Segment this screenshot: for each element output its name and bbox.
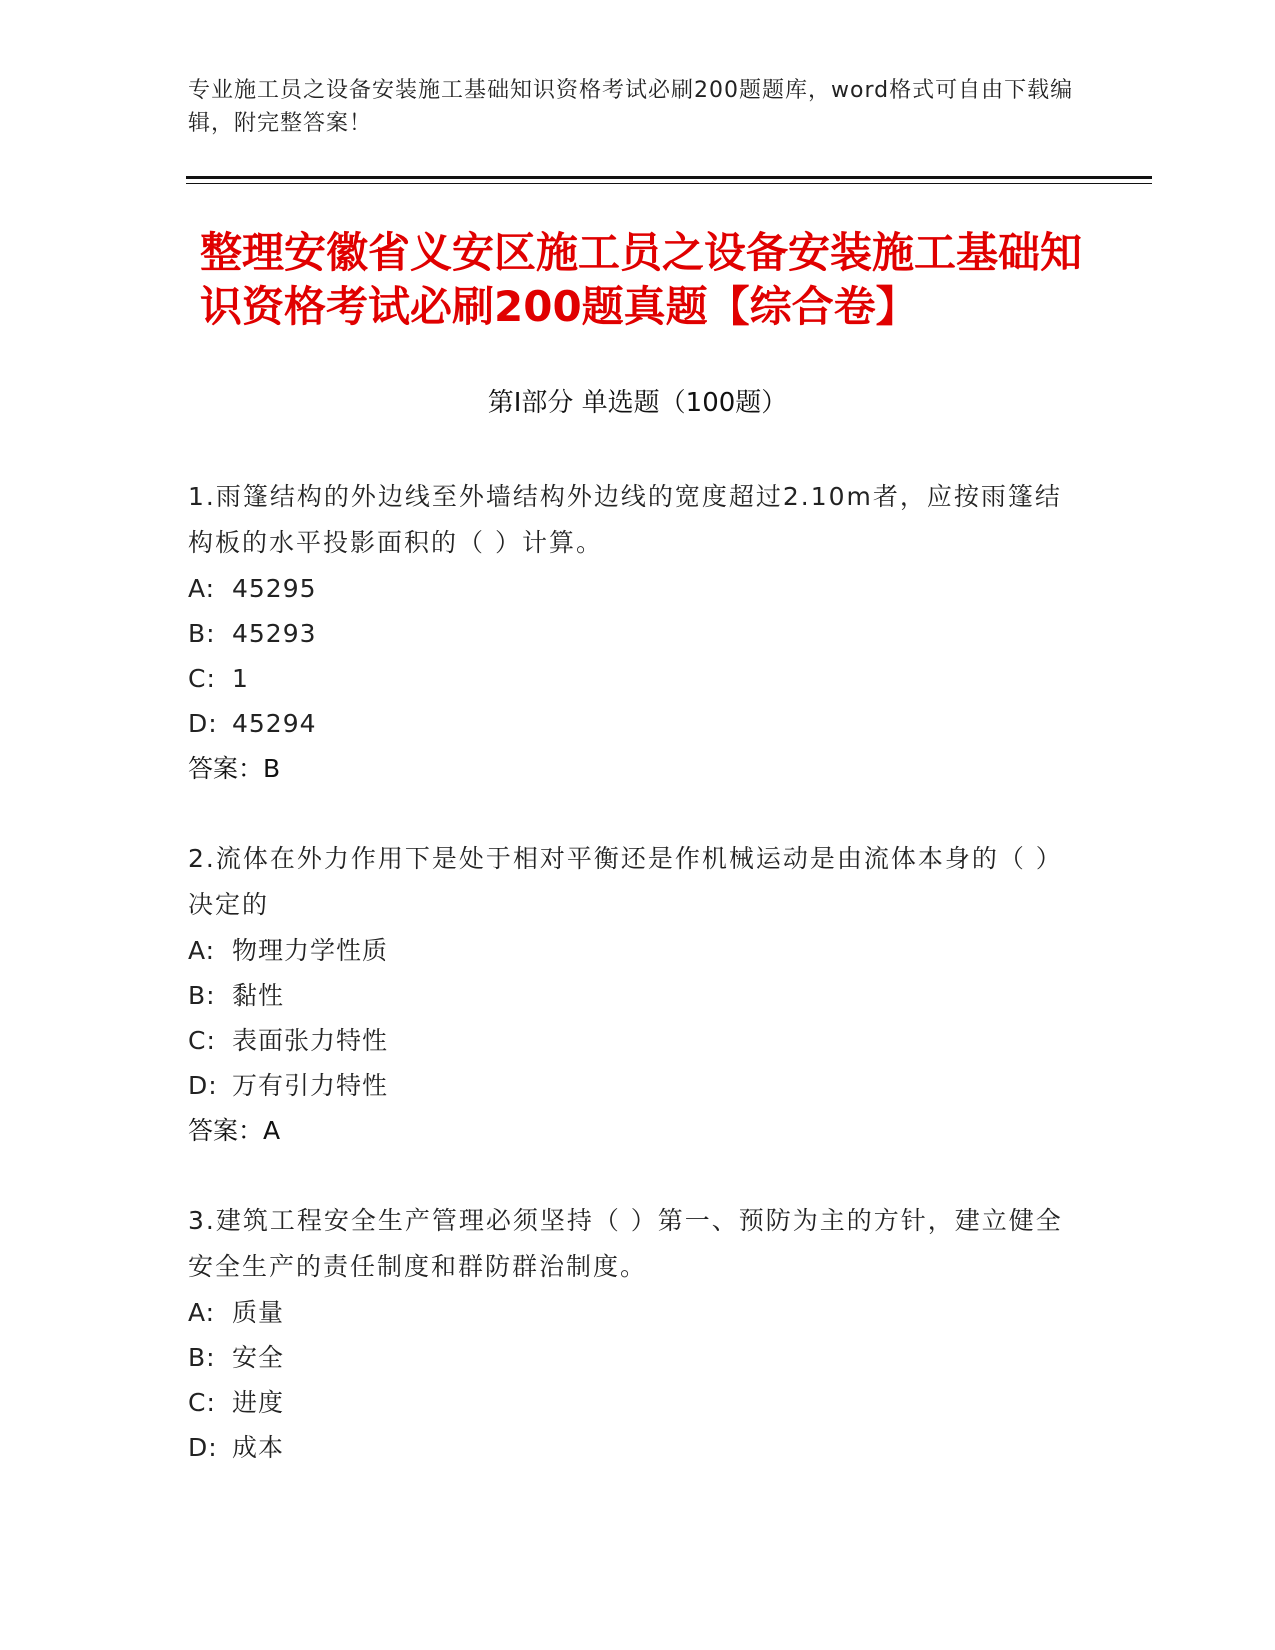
option-text: 安全 bbox=[232, 1343, 285, 1372]
option-c bbox=[188, 656, 1088, 701]
option-text: 进度 bbox=[232, 1388, 285, 1417]
section-title: 第Ⅰ部分 单选题（100题） bbox=[487, 388, 788, 418]
question-answer: 答案：A bbox=[188, 1116, 281, 1145]
option-letter: D: bbox=[188, 709, 218, 738]
option-d bbox=[188, 1425, 1088, 1470]
option-letter: C: bbox=[188, 664, 216, 693]
document-title: 整理安徽省义安区施工员之设备安装施工基础知识资格考试必刷200题真题【综合卷】 bbox=[200, 228, 1083, 331]
question-stem: 1.雨篷结构的外边线至外墙结构外边线的宽度超过2.10m者，应按雨篷结构板的水平投影面积的（ ）计算。 bbox=[188, 482, 1062, 557]
option-text: 1 bbox=[232, 664, 249, 693]
option-d bbox=[188, 1063, 1088, 1108]
option-letter: A: bbox=[188, 1298, 216, 1327]
question-3 bbox=[188, 1198, 1088, 1470]
question-answer: 答案：B bbox=[188, 754, 281, 783]
header-rule-thick bbox=[186, 176, 1152, 179]
option-text: 45294 bbox=[232, 709, 317, 738]
option-a bbox=[188, 928, 1088, 973]
header-note: 专业施工员之设备安装施工基础知识资格考试必刷200题题库，word格式可自由下载编辑，附完整答案！ bbox=[188, 78, 1074, 136]
option-b bbox=[188, 973, 1088, 1018]
option-letter: B: bbox=[188, 981, 216, 1010]
option-text: 表面张力特性 bbox=[232, 1026, 389, 1055]
option-c bbox=[188, 1018, 1088, 1063]
option-letter: D: bbox=[188, 1071, 218, 1100]
option-letter: C: bbox=[188, 1026, 216, 1055]
option-text: 45295 bbox=[232, 574, 317, 603]
option-text: 质量 bbox=[232, 1298, 285, 1327]
option-letter: D: bbox=[188, 1433, 218, 1462]
option-d bbox=[188, 701, 1088, 746]
option-text: 物理力学性质 bbox=[232, 936, 389, 965]
option-a bbox=[188, 566, 1088, 611]
option-b bbox=[188, 1335, 1088, 1380]
question-1 bbox=[188, 474, 1088, 792]
option-b bbox=[188, 611, 1088, 656]
option-letter: A: bbox=[188, 936, 216, 965]
option-a bbox=[188, 1290, 1088, 1335]
question-stem: 3.建筑工程安全生产管理必须坚持（ ）第一、预防为主的方针，建立健全安全生产的责任制度和群防群治制度。 bbox=[188, 1206, 1063, 1281]
question-list bbox=[188, 474, 1088, 1514]
option-text: 45293 bbox=[232, 619, 317, 648]
option-text: 万有引力特性 bbox=[232, 1071, 389, 1100]
option-text: 成本 bbox=[232, 1433, 285, 1462]
option-letter: B: bbox=[188, 1343, 216, 1372]
question-2 bbox=[188, 836, 1088, 1154]
option-letter: C: bbox=[188, 1388, 216, 1417]
option-c bbox=[188, 1380, 1088, 1425]
option-text: 黏性 bbox=[232, 981, 285, 1010]
question-stem: 2.流体在外力作用下是处于相对平衡还是作机械运动是由流体本身的（ ）决定的 bbox=[188, 844, 1063, 919]
header-rule-thin bbox=[186, 183, 1152, 184]
option-letter: A: bbox=[188, 574, 216, 603]
option-letter: B: bbox=[188, 619, 216, 648]
